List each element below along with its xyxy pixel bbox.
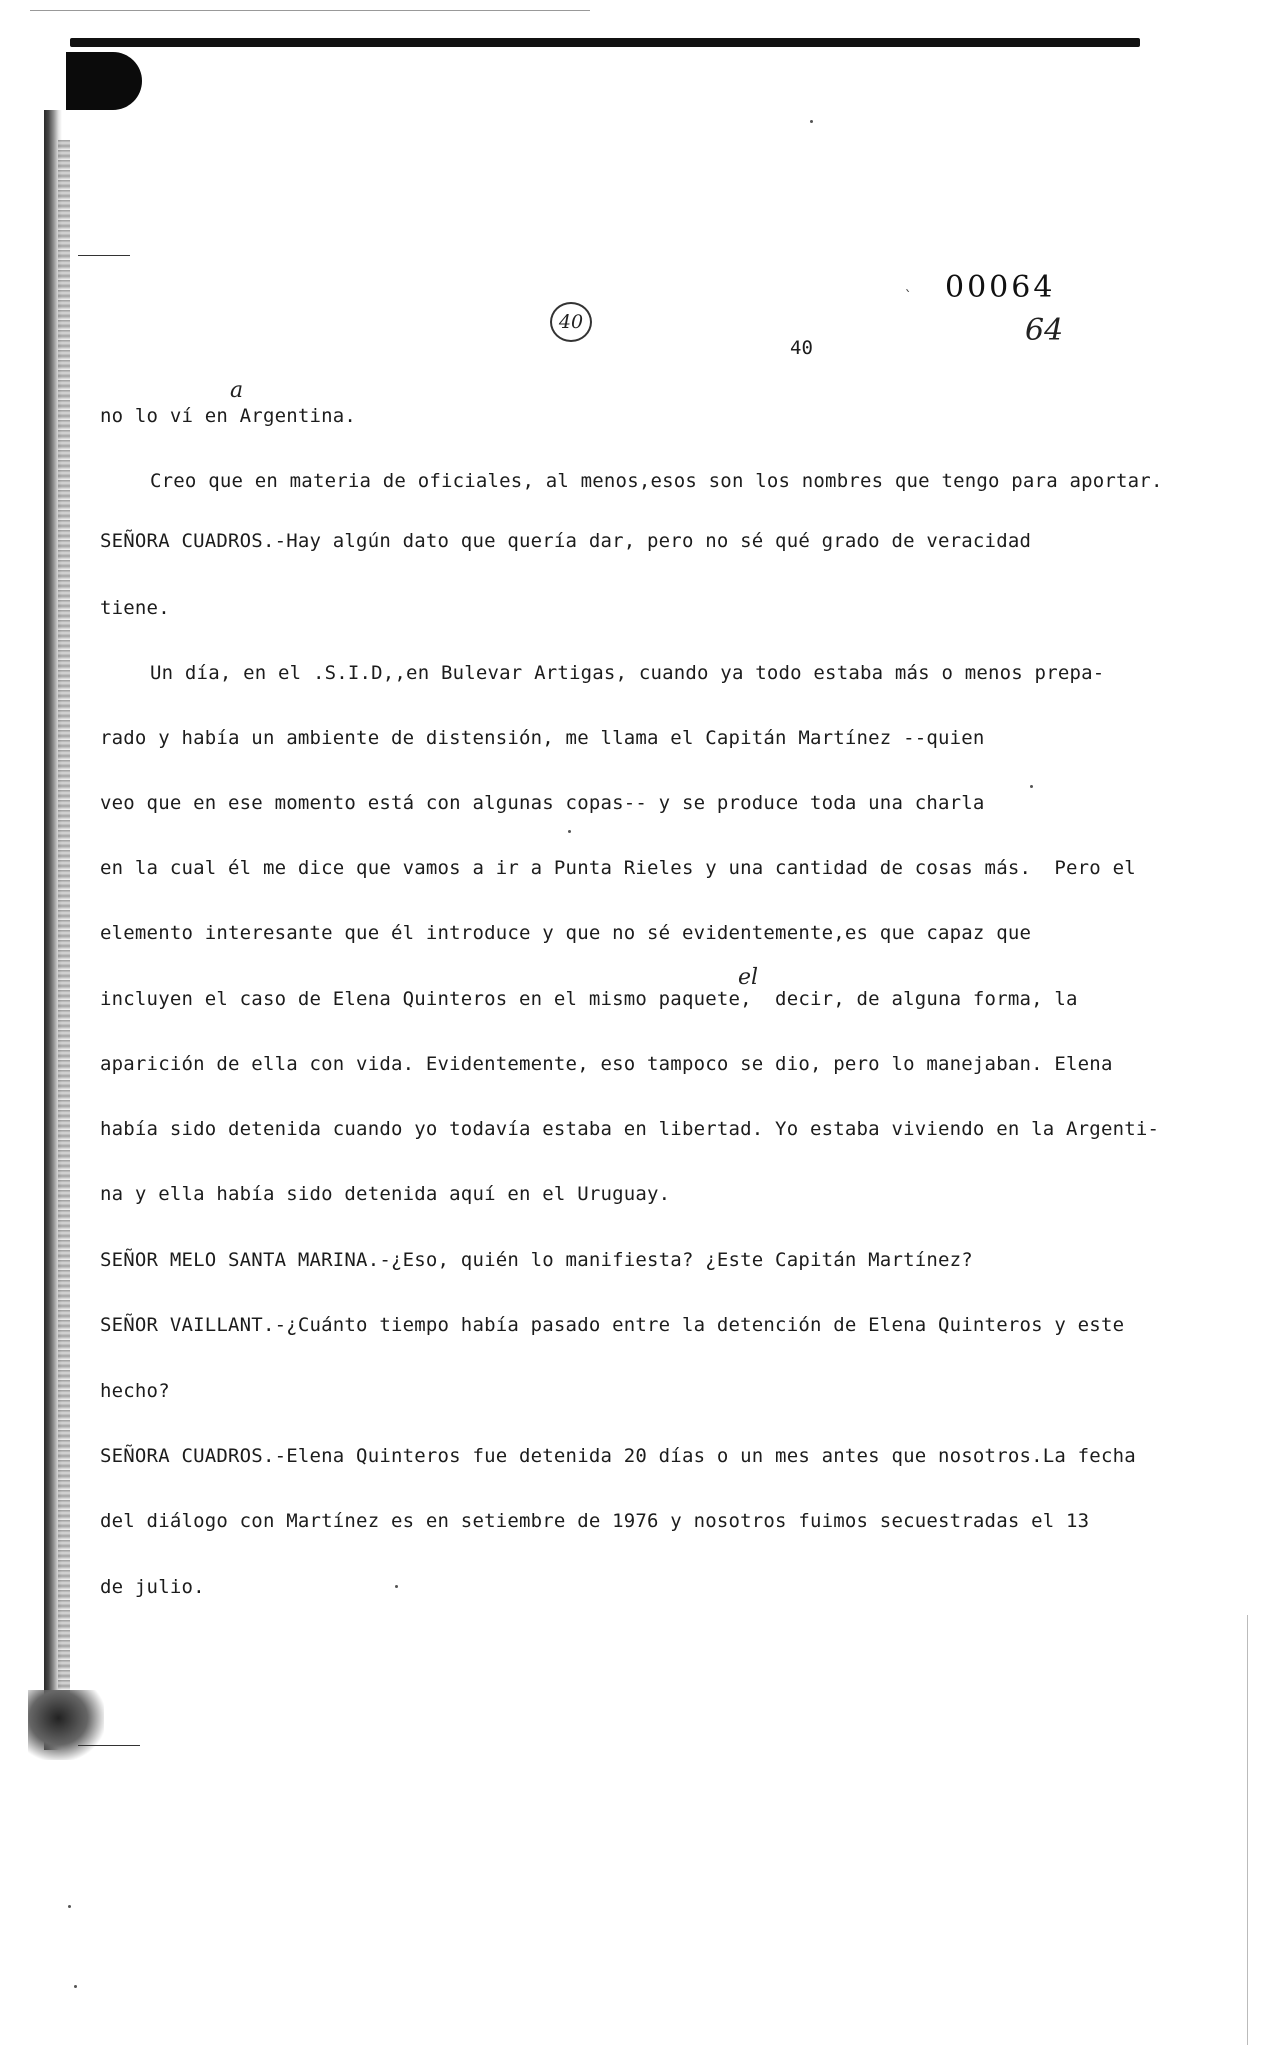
scan-speck xyxy=(395,1585,398,1588)
tick-mark: ` xyxy=(904,289,913,305)
body-line: Un día, en el .S.I.D,,en Bulevar Artigas, cuando ya todo estaba más o menos prepa- xyxy=(150,662,1105,684)
body-line: incluyen el caso de Elena Quinteros en el mismo paquete, decir, de alguna forma, la xyxy=(100,988,1078,1010)
body-line: rado y había un ambiente de distensión, me llama el Capitán Martínez --quien xyxy=(100,727,985,749)
margin-mark xyxy=(78,255,130,256)
handwritten-page-number: 64 xyxy=(1025,313,1064,348)
body-line: de julio. xyxy=(100,1576,205,1598)
scan-edge-line xyxy=(30,10,590,11)
scan-speck xyxy=(568,830,571,833)
body-line: del diálogo con Martínez es en setiembre de 1976 y nosotros fuimos secuestradas el 13 xyxy=(100,1510,1090,1532)
body-line: tiene. xyxy=(100,597,170,619)
speaker-line: SEÑORA CUADROS.-Hay algún dato que quería dar, pero no sé qué grado de veracidad xyxy=(100,530,1032,552)
scan-speck xyxy=(810,120,813,123)
body-line: no lo ví en Argentina. xyxy=(100,405,357,427)
body-line: veo que en ese momento está con algunas copas-- y se produce toda una charla xyxy=(100,792,985,814)
body-line: na y ella había sido detenida aquí en el Uruguay. xyxy=(100,1183,671,1205)
body-line: elemento interesante que él introduce y que no sé evidentemente,es que capaz que xyxy=(100,922,1032,944)
handwritten-correction: a xyxy=(230,378,244,403)
right-edge-line xyxy=(1247,1615,1248,2045)
document-number-stamp: 00064 xyxy=(945,270,1056,305)
binding-stain xyxy=(28,1690,104,1760)
binding-texture xyxy=(58,140,70,1740)
scan-speck xyxy=(68,1905,71,1908)
body-line: hecho? xyxy=(100,1380,170,1402)
scan-speck xyxy=(1030,785,1033,788)
page-number: 40 xyxy=(790,337,813,359)
punch-hole xyxy=(66,52,142,110)
speaker-line: SEÑOR VAILLANT.-¿Cuánto tiempo había pasado entre la detención de Elena Quinteros y este xyxy=(100,1314,1125,1336)
body-line: aparición de ella con vida. Evidentemente, eso tampoco se dio, pero lo manejaban. Elena xyxy=(100,1053,1113,1075)
body-line: había sido detenida cuando yo todavía estaba en libertad. Yo estaba viviendo en la Argenti- xyxy=(100,1118,1160,1140)
body-line: en la cual él me dice que vamos a ir a Punta Rieles y una cantidad de cosas más. Pero el xyxy=(100,857,1136,879)
scan-speck xyxy=(74,1985,77,1988)
speaker-line: SEÑORA CUADROS.-Elena Quinteros fue detenida 20 días o un mes antes que nosotros.La fecha xyxy=(100,1445,1136,1467)
speaker-line: SEÑOR MELO SANTA MARINA.-¿Eso, quién lo manifiesta? ¿Este Capitán Martínez? xyxy=(100,1249,973,1271)
handwritten-correction: el xyxy=(738,965,759,990)
circled-page-number: 40 xyxy=(550,302,592,342)
body-line: Creo que en materia de oficiales, al menos,esos son los nombres que tengo para aportar. xyxy=(150,470,1163,492)
scan-top-bar xyxy=(70,38,1140,47)
margin-mark xyxy=(78,1745,140,1746)
